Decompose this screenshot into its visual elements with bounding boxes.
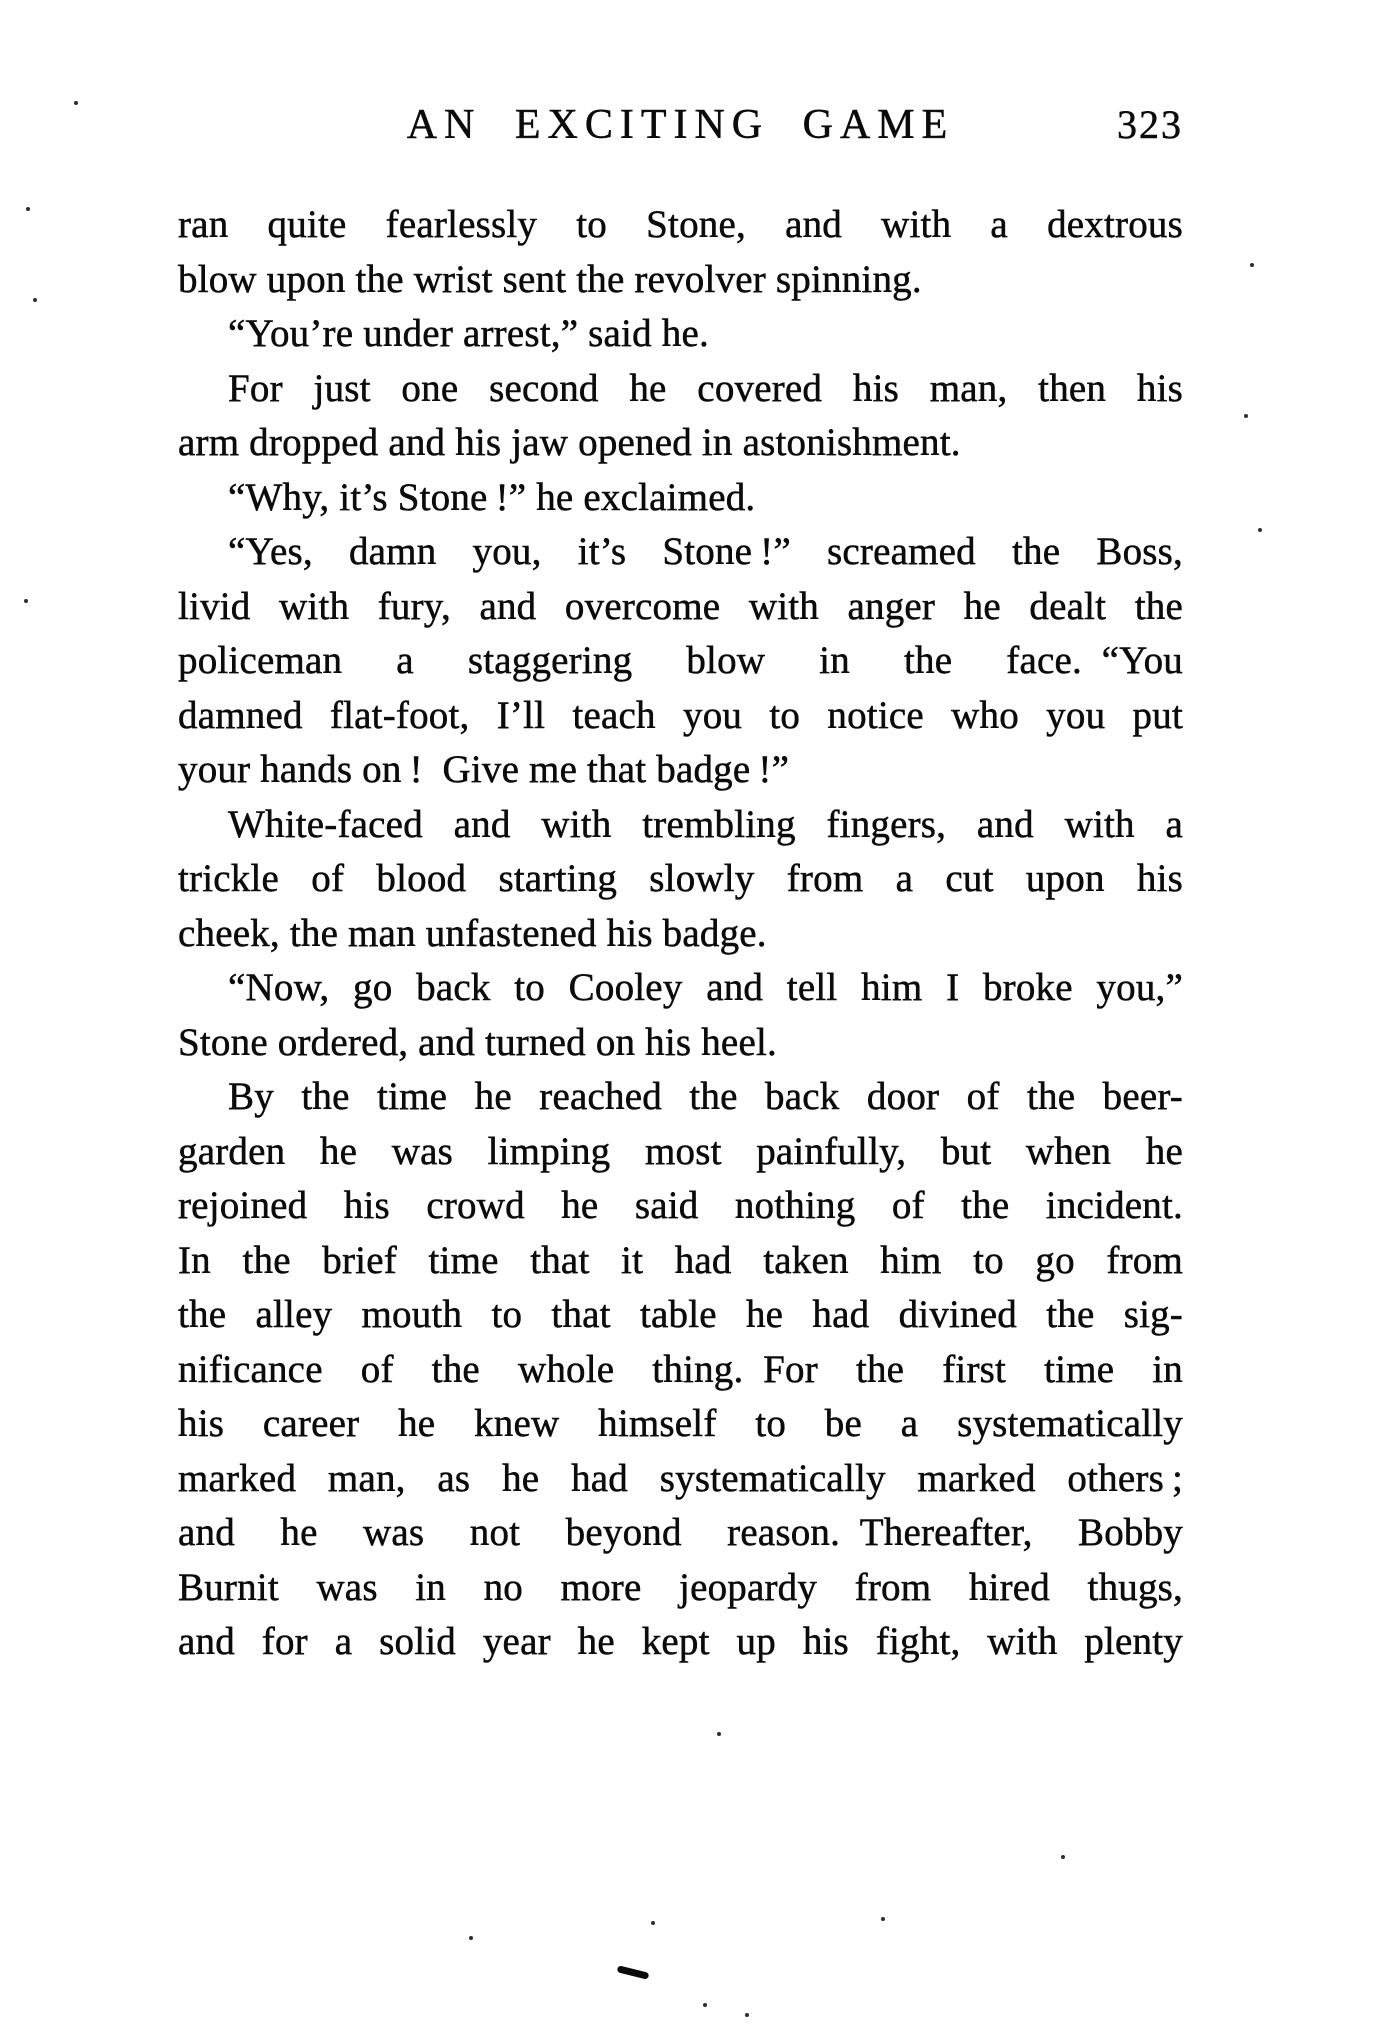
text-line: “Why, it’s Stone !” he exclaimed. [228,475,756,519]
text-line: “You’re under arrest,” said he. [228,312,709,355]
scan-speck [1061,1855,1065,1859]
text-line: “Yes, damn you, it’s Stone !” screamed the Boss, [228,530,1183,573]
page-number: 323 [1117,102,1183,147]
scan-speck [26,207,30,211]
text-line: garden he was limping most painfully, but when he [178,1129,1183,1173]
text-line: blow upon the wrist sent the revolver spinning. [178,257,922,301]
text-line: nificance of the whole thing. For the first time in [178,1347,1183,1391]
text-line: arm dropped and his jaw opened in astonishment. [178,421,961,464]
text-line: rejoined his crowd he said nothing of the incident. [178,1184,1183,1227]
page-header [178,101,1183,151]
text-line: and he was not beyond reason. Thereafter, Bobby [178,1511,1183,1554]
scan-speck [1244,414,1248,418]
text-line: By the time he reached the back door of the beer- [228,1075,1183,1118]
scan-speck [74,101,78,105]
scan-speck [717,1732,721,1736]
text-line: cheek, the man unfastened his badge. [178,911,767,955]
text-line: and for a solid year he kept up his fight, with plenty [178,1620,1183,1663]
text-line: livid with fury, and overcome with anger he dealt the [178,584,1183,628]
scan-speck [1258,528,1262,532]
text-line: his career he knew himself to be a systematically [178,1402,1183,1445]
text-line: damned flat-foot, I’ll teach you to notice who you put [178,693,1183,737]
text-line: marked man, as he had systematically marked others ; [178,1456,1183,1500]
text-line: the alley mouth to that table he had divined the sig- [178,1293,1183,1336]
scan-speck [24,599,28,603]
text-line: ran quite fearlessly to Stone, and with a dextrous [178,203,1183,246]
scan-speck [33,298,37,302]
text-line: White-faced and with trembling fingers, and with a [228,802,1183,846]
scan-speck [651,1921,655,1925]
text-line: trickle of blood starting slowly from a cut upon his [178,857,1183,900]
text-line: Stone ordered, and turned on his heel. [178,1020,777,1064]
running-title: AN EXCITING GAME [406,102,955,148]
text-line: Burnit was in no more jeopardy from hired thugs, [178,1565,1183,1609]
body-text [178,198,1183,1670]
scan-speck [469,1936,473,1940]
scan-speck [703,2003,707,2007]
text-line: policeman a staggering blow in the face. “You [178,639,1183,682]
scan-speck [1250,263,1254,267]
text-line: For just one second he covered his man, then his [228,366,1183,410]
text-line: “Now, go back to Cooley and tell him I broke you,” [228,966,1183,1009]
scan-speck [881,1917,885,1921]
scan-speck [745,2013,749,2017]
ink-smudge [617,1965,650,1980]
text-line: your hands on ! Give me that badge !” [178,748,790,791]
text-line: In the brief time that it had taken him to go from [178,1238,1183,1282]
